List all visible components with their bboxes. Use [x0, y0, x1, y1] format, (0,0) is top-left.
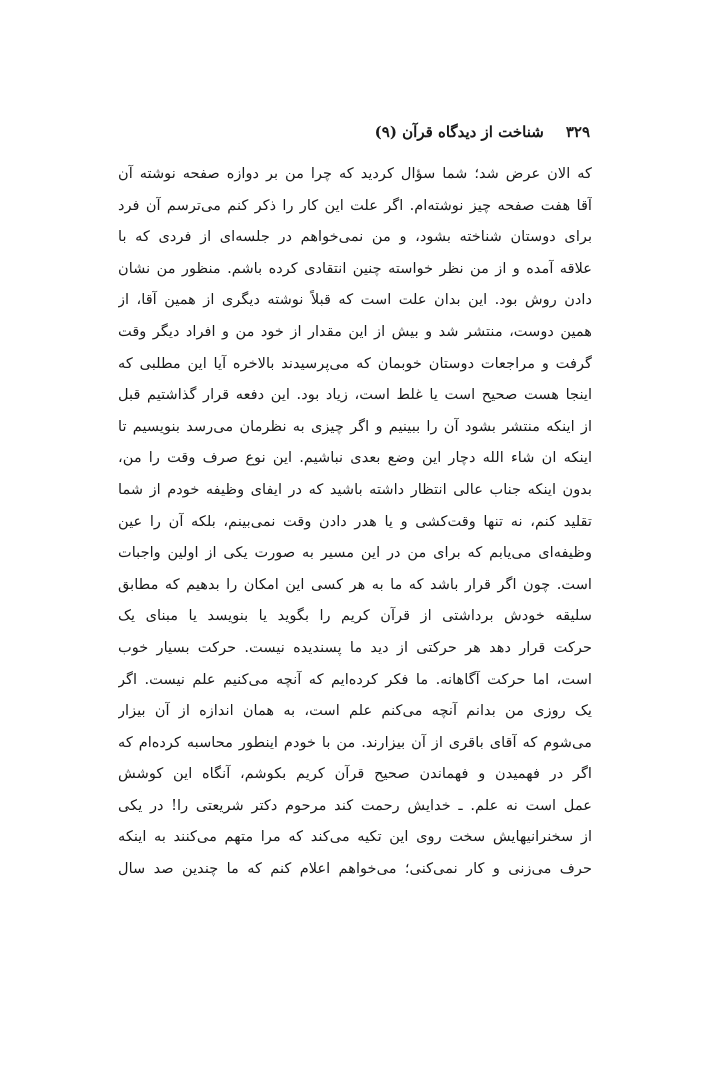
body-paragraph: [118, 158, 592, 885]
text-line: از اینکه منتشر بشود آن را ببینیم و اگر چیزی به نظرمان می‌رسد بنویسیم تا: [118, 417, 592, 435]
text-line: که الان عرض شد؛ شما سؤال کردید که چرا من بر دوازه صفحه نوشته آن: [118, 165, 592, 182]
text-line: حرکت قرار دهد هر حرکتی از دید ما پسندیده نیست. حرکت بسیار خوب: [118, 638, 592, 656]
text-line: آقا هفت صفحه چیز نوشته‌ام. اگر علت این کار را ذکر کنم می‌ترسم آن فرد: [118, 196, 592, 214]
text-line: سلیقه خودش برداشتی از قرآن کریم را بگوید یا بنویسد یا مبنای یک: [118, 607, 592, 625]
text-line: دادن روش بود. این بدان علت است که قبلاً نوشته دیگری از همین آقا، از: [118, 291, 592, 309]
text-line: تقلید کنم، نه تنها وقت‌کشی و یا هدر دادن وقت نمی‌بینم، بلکه آن را عین: [118, 512, 592, 530]
text-line: گرفت و مراجعات دوستان خوبمان که می‌پرسیدند بالاخره آیا این مطلبی که: [118, 354, 592, 372]
text-line: است. چون اگر قرار باشد که ما به هر کسی این امکان را بدهیم که مطابق: [118, 575, 592, 593]
chapter-title: شناخت از دیدگاه قرآن (۹): [374, 123, 544, 141]
text-line: برای دوستان شناخته بشود، و من نمی‌خواهم در جلسه‌ای از فردی که با: [118, 228, 592, 246]
text-line: همین دوست، منتشر شد و بیش از این مقدار از خود من و افراد دیگر وقت: [118, 322, 592, 340]
text-line: علاقه آمده و از من نظر خواسته چنین انتقادی کرده باشم. منظور من نشان: [118, 259, 592, 277]
text-line: بدون اینکه جناب عالی انتظار داشته باشید که در ایفای وظیفه خودم از شما: [118, 480, 592, 498]
text-line: عمل است نه علم. ـ خدایش رحمت کند مرحوم دکتر شریعتی را! در یکی: [118, 796, 592, 814]
text-line: یک روزی من بدانم آنچه می‌کنم علم است، به همان اندازه از آن بیزار: [118, 702, 592, 720]
text-line: حرف می‌زنی و کار نمی‌کنی؛ می‌خواهم اعلام کنم که ما چندین صد سال: [118, 860, 592, 878]
text-line: است، اما حرکت آگاهانه. ما فکر کرده‌ایم که آنچه می‌کنیم علم نیست. اگر: [118, 670, 592, 688]
text-line: اینکه ان شاء الله دچار این وضع بعدی نباشیم. این نوع صرف وقت را من،: [118, 449, 592, 467]
text-line: از سخنرانیهایش سخت روی این تکیه می‌کند که مرا متهم می‌کنند به اینکه: [118, 828, 592, 846]
text-line: اینجا هست صحیح است یا غلط است، زیاد بود. این دفعه قرار گذاشتیم قبل: [118, 386, 592, 404]
running-header: [118, 118, 590, 146]
text-line: می‌شوم که آقای باقری از آن بیزارند. من با خودم اینطور محاسبه کرده‌ام که: [118, 733, 592, 751]
page-number: ۳۲۹: [565, 123, 590, 141]
text-line: اگر در فهمیدن و فهماندن صحیح قرآن کریم بکوشم، آنگاه این کوشش: [118, 765, 592, 783]
text-line: وظیفه‌ای می‌یابم که برای من در این مسیر به صورت یکی از اولین واجبات: [118, 544, 592, 562]
